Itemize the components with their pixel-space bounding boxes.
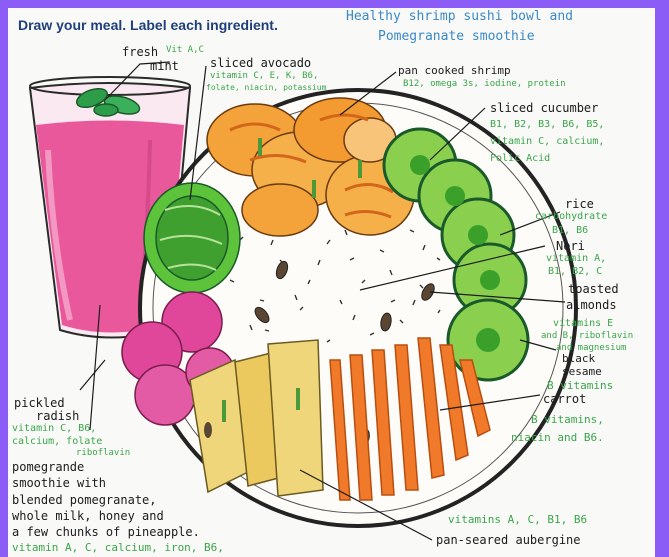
- label-mint: fresh: [122, 45, 159, 59]
- label-rice: rice: [565, 197, 594, 211]
- nutrients-almonds-1: vitamins E: [553, 318, 614, 329]
- label-radish-1: pickled: [14, 396, 65, 410]
- label-nori: Nori: [556, 239, 585, 253]
- nutrients-almonds-3: and magnesium: [556, 343, 627, 353]
- nutrients-almonds-2: and B, riboflavin: [541, 331, 634, 341]
- nutrients-rice-2: B1, B6: [552, 225, 589, 236]
- nutrients-radish-2: calcium, folate: [12, 436, 103, 447]
- label-smoothie-4: whole milk, honey and: [12, 509, 164, 523]
- meal-title-line2: Pomegranate smoothie: [378, 29, 535, 44]
- label-almonds-1: toasted: [568, 282, 619, 296]
- nutrients-mint: Vit A,C: [166, 45, 204, 55]
- label-radish-2: radish: [36, 409, 80, 423]
- label-avocado: sliced avocado: [210, 56, 312, 70]
- nutrients-avocado-1: vitamin C, E, K, B6,: [210, 71, 319, 81]
- nutrients-nori-1: vitamin A,: [546, 253, 607, 264]
- label-sesame-1: black: [562, 352, 596, 365]
- nutrients-carrot-2: niacin and B6.: [511, 431, 604, 444]
- nutrients-smoothie: vitamin A, C, calcium, iron, B6,: [12, 541, 224, 554]
- label-smoothie-5: a few chunks of pineapple.: [12, 525, 200, 539]
- nutrients-cucumber-2: vitamin C, calcium,: [490, 136, 605, 147]
- nutrients-avocado-2: folate, niacin, potassium: [206, 83, 327, 92]
- nutrients-shrimp: B12, omega 3s, iodine, protein: [403, 79, 566, 89]
- nutrients-nori-2: B1, B2, C: [548, 266, 603, 277]
- worksheet-instruction: Draw your meal. Label each ingredient.: [18, 17, 278, 33]
- nutrients-radish-3: riboflavin: [76, 448, 131, 458]
- nutrients-aubergine: vitamins A, C, B1, B6: [448, 513, 588, 526]
- meal-title-line1: Healthy shrimp sushi bowl and: [346, 9, 573, 24]
- nutrients-radish-1: vitamin C, B6,: [12, 423, 97, 434]
- nutrients-sesame: B vitamins: [547, 379, 614, 392]
- nutrients-rice-1: carbohydrate: [535, 211, 608, 222]
- label-aubergine: pan-seared aubergine: [436, 533, 581, 547]
- label-carrot: carrot: [543, 392, 587, 406]
- nutrients-cucumber-1: B1, B2, B3, B6, B5,: [490, 119, 605, 130]
- label-smoothie-3: blended pomegranate,: [12, 493, 157, 507]
- sliced-avocado: [144, 183, 240, 293]
- nutrients-carrot-1: B vitamins,: [531, 413, 604, 426]
- label-mint-word: mint: [150, 59, 179, 73]
- label-almonds-2: almonds: [566, 298, 617, 312]
- label-smoothie-2: smoothie with: [12, 476, 106, 490]
- label-shrimp: pan cooked shrimp: [398, 64, 511, 77]
- label-smoothie-1: pomegrande: [12, 460, 85, 474]
- label-sesame-2: sesame: [562, 365, 602, 378]
- label-cucumber: sliced cucumber: [490, 101, 599, 115]
- nutrients-cucumber-3: Folic Acid: [490, 153, 551, 164]
